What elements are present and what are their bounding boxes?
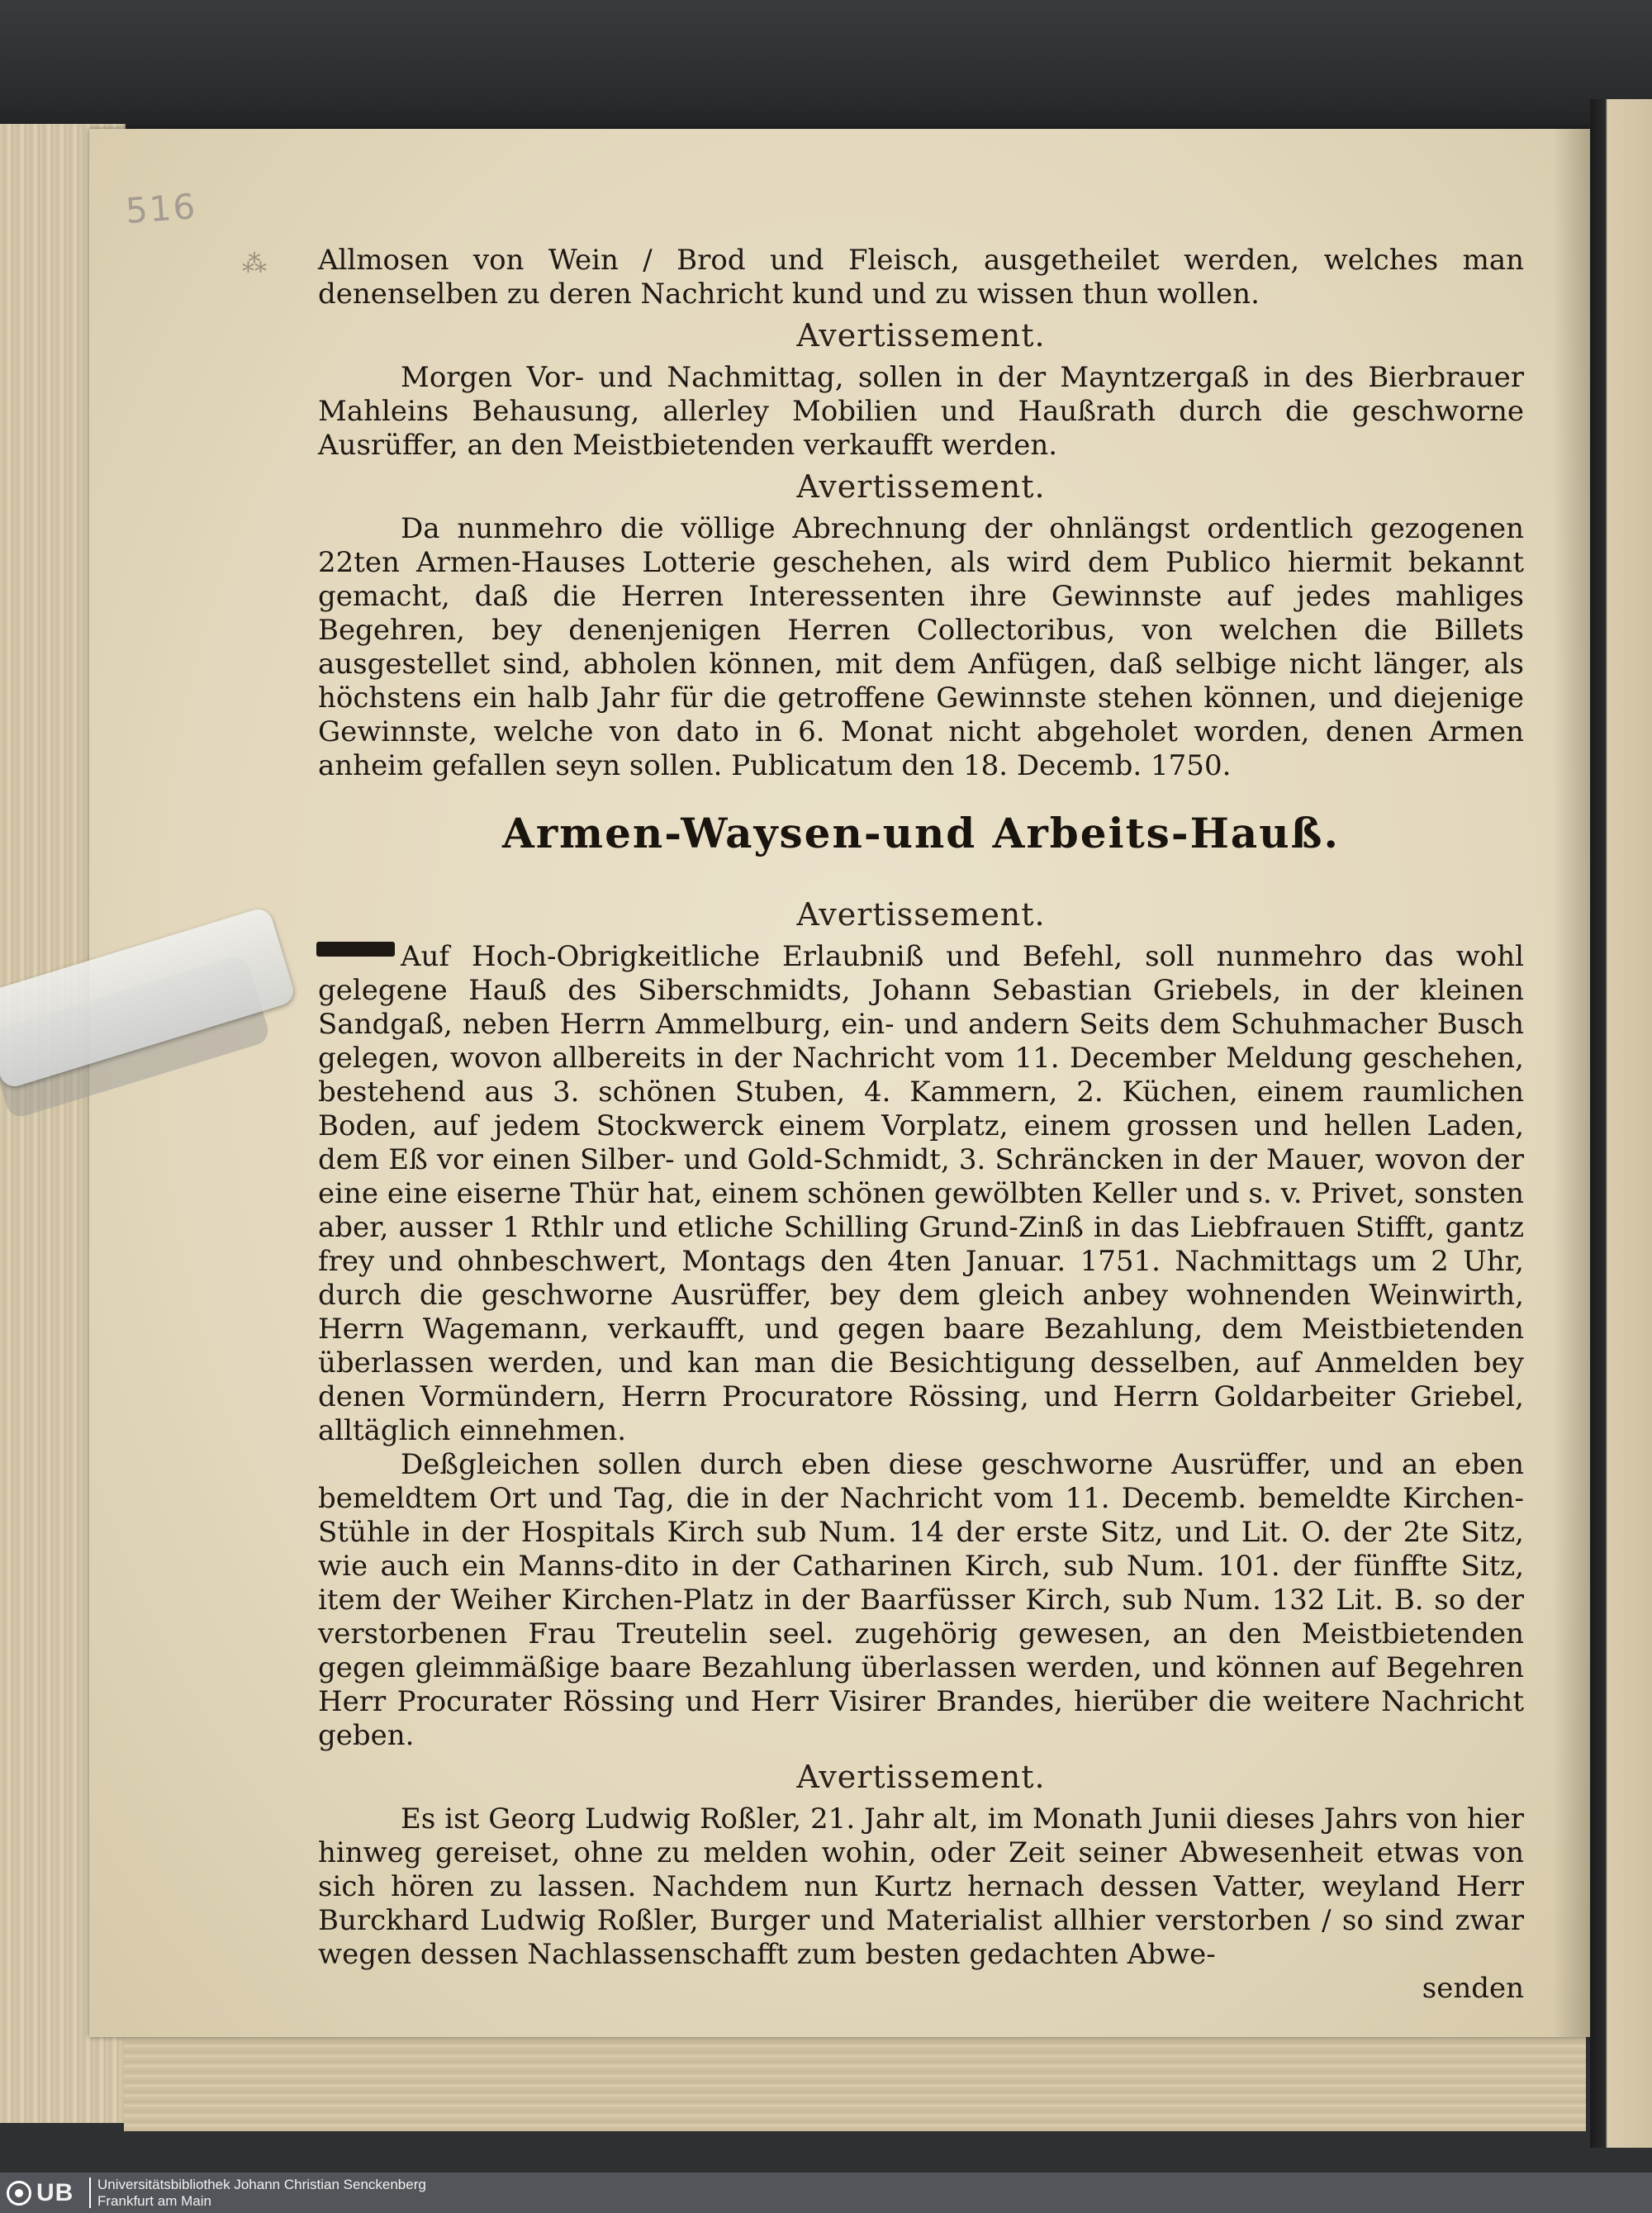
library-footer [0, 2173, 1652, 2213]
margin-mark: ⁂ [242, 249, 267, 278]
footer-line-1: Universitätsbibliothek Johann Christian Senckenberg [97, 2177, 426, 2192]
text-block [318, 244, 1524, 2006]
paragraph-auction-mahlein: Morgen Vor- und Nachmittag, sollen in der Mayntzergaß in des Bierbrauer Mahleins Behausung, allerley Mobilien und Haußrath durch die geschworne Ausrüffer, an den Meistbietenden verkaufft werden. [318, 361, 1524, 462]
footer-divider [89, 2177, 91, 2208]
heading-avertissement-1: Avertissement. [796, 317, 1046, 354]
binding-background [0, 0, 1652, 140]
ub-logo [7, 2177, 97, 2208]
footer-line-2: Frankfurt am Main [97, 2193, 211, 2209]
pencil-page-number: 516 [124, 186, 198, 231]
section-title: Armen-Waysen-und Arbeits-Hauß. [502, 809, 1340, 857]
ub-logo-icon [7, 2181, 31, 2206]
heading-avertissement-2: Avertissement. [796, 468, 1046, 505]
house-sale-block [318, 940, 1524, 1448]
paragraph-house-sale: Auf Hoch-Obrigkeitliche Erlaubniß und Befehl, soll nunmehro das wohl gelegene Hauß des Siberschmidts, Johann Sebastian Griebels, in der kleinen Sandgaß, neben Herrn Ammelburg, ein- und andern Seits dem Schuhmacher Busch gelegen, wovon allbereits in der Nachricht vom 11. December Meldung geschehen, bestehend aus 3. schönen Stuben, 4. Kammern, 2. Küchen, einem raumlichen Boden, auf jedem Stockwerck einem Vorplatz, einem grossen und hellen Laden, dem Eß vor einen Silber- und Gold-Schmidt, 3. Schräncken in der Mauer, wovon der eine eine eiserne Thür hat, einem schönen gewölbten Keller und s. v. Privet, sonsten aber, ausser 1 Rthlr und etliche Schilling Grund-Zinß in das Liebfrauen Stifft, gantz frey und ohnbeschwert, Montags den 4ten Januar. 1751. Nachmittags um 2 Uhr, durch die geschworne Ausrüffer, bey dem gleich anbey wohnenden Weinwirth, Herrn Wagemann, verkaufft, und gegen baare Bezahlung, dem Meistbietenden überlassen werden, und kan man die Besichtigung desselben, auf Anmelden bey denen Vormündern, Herrn Procuratore Rössing, und Herrn Goldarbeiter Griebel, alltäglich einnehmen. [318, 940, 1524, 1447]
paragraph-church-seats: Deßgleichen sollen durch eben diese geschworne Ausrüffer, und an eben bemeldtem Ort und Tag, die in der Nachricht vom 11. Decemb. bemeldte Kirchen-Stühle in der Hospitals Kirch sub Num. 14 der erste Sitz, und Lit. O. der 2te Sitz, wie auch ein Manns-dito in der Catharinen Kirch, sub Num. 101. der fünffte Sitz, item der Weiher Kirchen-Platz in der Baarfüsser Kirch, sub Num. 132 Lit. B. so der verstorbenen Frau Treutelin seel. zugehörig gewesen, an den Meistbietenden gegen gleimmäßige baare Bezahlung überlassen werden, und können auf Begehren Herr Procurater Rössing und Herr Visirer Brandes, hierüber die weitere Nachricht geben. [318, 1448, 1524, 1752]
facing-page-edge [1590, 99, 1652, 2148]
paragraph-lottery: Da nunmehro die völlige Abrechnung der ohnlängst ordentlich gezogenen 22ten Armen-Hauses Lotterie geschehen, als wird dem Publico hiermit bekannt gemacht, daß die Herren Interessenten ihre Gewinnste auf jedes mahliges Begehren, bey denenjenigen Herren Collectoribus, von welchen die Billets ausgestellet sind, abholen können, mit dem Anfügen, daß selbige nicht länger, als höchstens ein halb Jahr für die getroffene Gewinnste stehen können, und diejenige Gewinnste, welche von dato in 6. Monat nicht abgeholet worden, denen Armen anheim gefallen seyn sollen. Publicatum den 18. Decemb. 1750. [318, 512, 1524, 782]
paragraph-alms: Allmosen von Wein / Brod und Fleisch, ausgetheilet werden, welches man denenselben zu deren Nachricht kund und zu wissen thun wollen. [318, 244, 1524, 311]
footer-institution [97, 2177, 426, 2210]
heading-avertissement-3: Avertissement. [796, 896, 1046, 933]
ub-logo-text: UB [36, 2178, 74, 2206]
heading-avertissement-4: Avertissement. [796, 1759, 1046, 1795]
catchword: senden [1422, 1972, 1524, 2005]
ornament-rule [316, 942, 395, 957]
paragraph-missing-person: Es ist Georg Ludwig Roßler, 21. Jahr alt, im Monath Junii dieses Jahrs von hier hinweg gereiset, ohne zu melden wohin, oder Zeit seiner Abwesenheit etwas von sich hören zu lassen. Nachdem nun Kurtz hernach dessen Vatter, weyland Herr Burckhard Ludwig Roßler, Burger und Materialist allhier verstorben / so sind zwar wegen dessen Nachlassenschafft zum besten gedachten Abwe- [318, 1802, 1524, 1971]
